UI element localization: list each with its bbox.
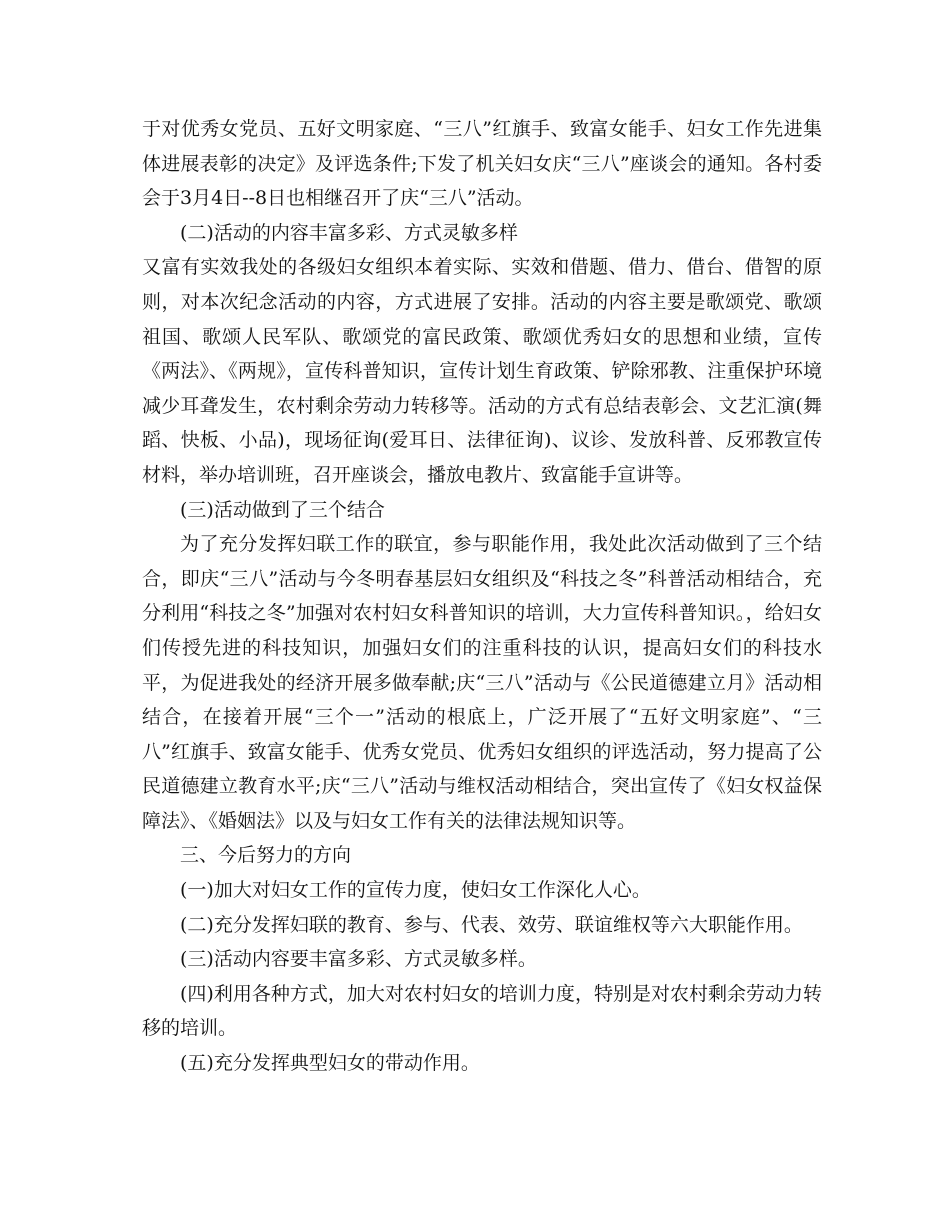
paragraph-three-combinations: 为了充分发挥妇联工作的联宜，参与职能作用，我处此次活动做到了三个结合，即庆“三八”活动与今冬明春基层妇女组织及“科技之冬”科普活动相结合，充分利用“科技之冬”加强对农村妇女科普知识的培训，大力宣传科普知识。，给妇女们传授先进的科技知识，加强妇女们的注重科技的认识，提高妇女们的科技水平，为促进我处的经济开展多做奉献;庆“三八”活动与《公民道德建立月》活动相结合，在接着开展“三个一”活动的根底上，广泛开展了“五好文明家庭”、“三八”红旗手、致富女能手、优秀女党员、优秀妇女组织的评选活动，努力提高了公民道德建立教育水平;庆“三八”活动与维权活动相结合，突出宣传了《妇女权益保障法》、《婚姻法》以及与妇女工作有关的法律法规知识等。	[142, 533, 822, 832]
list-item-3: (三)活动内容要丰富多彩、方式灵敏多样。	[180, 948, 537, 971]
paragraph-awards-notice: 于对优秀女党员、五好文明家庭、“三八”红旗手、致富女能手、妇女工作先进集体进展表彰的决定》及评选条件;下发了机关妇女庆“三八”座谈会的通知。各村委会于3月4日--8日也相继召开了庆“三八”活动。	[142, 118, 822, 210]
heading-future-direction: 三、今后努力的方向	[180, 844, 352, 867]
list-item-5: (五)充分发挥典型妇女的带动作用。	[180, 1052, 480, 1075]
heading-three-combinations: (三)活动做到了三个结合	[180, 498, 385, 521]
paragraph-activity-content: 又富有实效我处的各级妇女组织本着实际、实效和借题、借力、借台、借智的原则，对本次纪念活动的内容，方式进展了安排。活动的内容主要是歌颂党、歌颂祖国、歌颂人民军队、歌颂党的富民政策、歌颂优秀妇女的思想和业绩，宣传《两法》、《两规》，宣传科普知识，宣传计划生育政策、铲除邪教、注重保护环境减少耳聋发生，农村剩余劳动力转移等。活动的方式有总结表彰会、文艺汇演(舞蹈、快板、小品)，现场征询(爱耳日、法律征询)、议诊、发放科普、反邪教宣传材料，举办培训班，召开座谈会，播放电教片、致富能手宣讲等。	[142, 256, 822, 486]
list-item-1: (一)加大对妇女工作的宣传力度，使妇女工作深化人心。	[180, 879, 651, 902]
list-item-4: (四)利用各种方式，加大对农村妇女的培训力度，特别是对农村剩余劳动力转移的培训。	[142, 982, 822, 1040]
document-body	[142, 112, 822, 1081]
heading-rich-content: (二)活动的内容丰富多彩、方式灵敏多样	[180, 221, 518, 244]
list-item-2: (二)充分发挥妇联的教育、参与、代表、效劳、联谊维权等六大职能作用。	[180, 913, 803, 936]
